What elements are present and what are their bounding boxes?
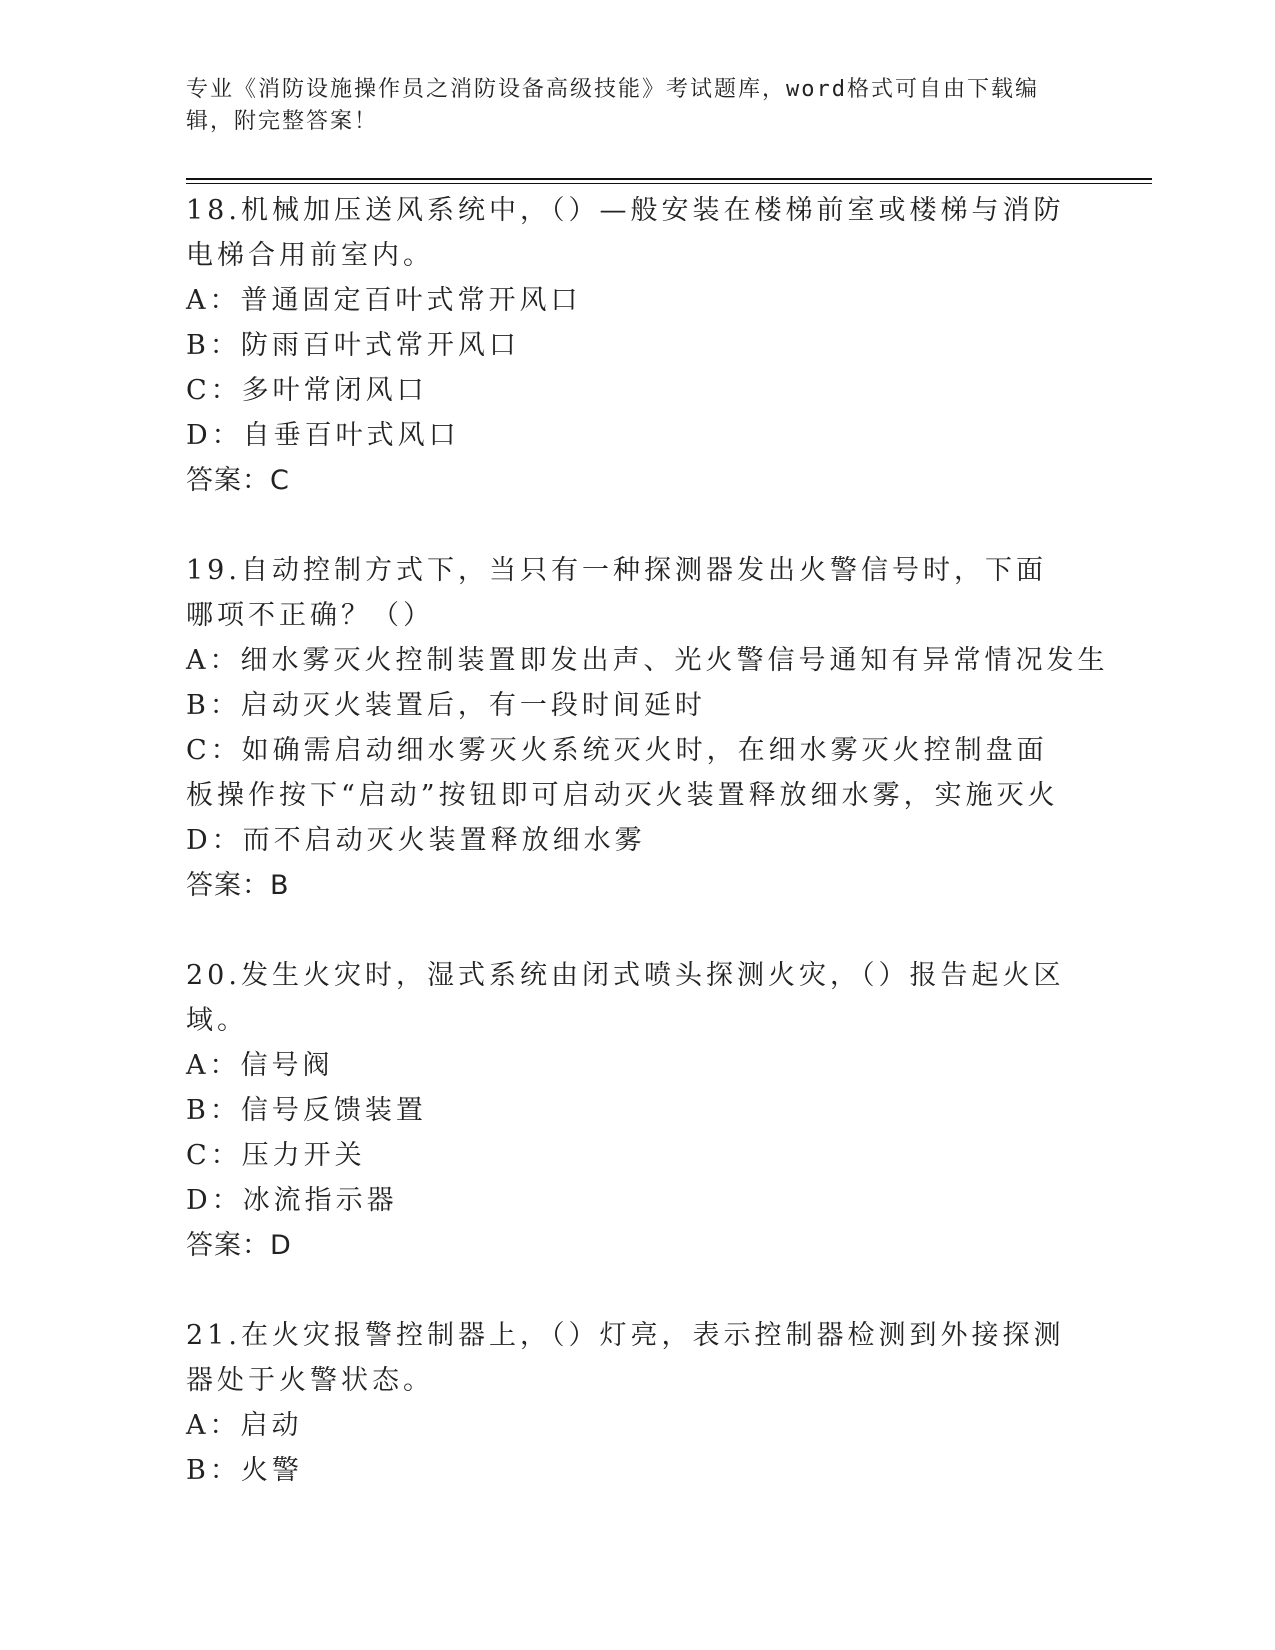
option-a: A：细水雾灭火控制装置即发出声、光火警信号通知有异常情况发生 (186, 645, 1109, 676)
option-a: A：启动 (186, 1410, 303, 1441)
option-d: D：而不启动灭火装置释放细水雾 (186, 825, 646, 856)
document-header: 专业《消防设施操作员之消防设备高级技能》考试题库，word格式可自由下载编辑，附完整答案！ (186, 77, 1039, 134)
question-20 (186, 953, 1066, 1268)
option-b: B：启动灭火装置后，有一段时间延时 (186, 690, 706, 721)
answer: 答案：C (186, 465, 290, 496)
question-19 (186, 548, 1109, 908)
option-c: C：多叶常闭风口 (186, 375, 428, 406)
option-d: D：冰流指示器 (186, 1185, 398, 1216)
question-21 (186, 1313, 1066, 1493)
question-stem: 20.发生火灾时，湿式系统由闭式喷头探测火灾，（）报告起火区域。 (186, 960, 1065, 1036)
option-b: B：防雨百叶式常开风口 (186, 330, 520, 361)
header-divider (186, 178, 1152, 180)
option-c: C：如确需启动细水雾灭火系统灭火时，在细水雾灭火控制盘面板操作按下“启动”按钮即可启动灭火装置释放细水雾，实施灭火 (186, 735, 1059, 811)
option-a: A：信号阀 (186, 1050, 334, 1081)
question-stem: 21.在火灾报警控制器上，（）灯亮，表示控制器检测到外接探测器处于火警状态。 (186, 1320, 1065, 1396)
option-c: C：压力开关 (186, 1140, 366, 1171)
option-d: D：自垂百叶式风口 (186, 420, 460, 451)
question-stem: 19.自动控制方式下，当只有一种探测器发出火警信号时，下面哪项不正确？（） (186, 555, 1047, 631)
option-a: A：普通固定百叶式常开风口 (186, 285, 582, 316)
option-b: B：火警 (186, 1455, 303, 1486)
question-stem: 18.机械加压送风系统中，（）—般安装在楼梯前室或楼梯与消防电梯合用前室内。 (186, 195, 1065, 271)
question-18 (186, 188, 1066, 503)
answer: 答案：B (186, 870, 290, 901)
answer: 答案：D (186, 1230, 292, 1261)
question-list (186, 188, 1109, 1493)
option-b: B：信号反馈装置 (186, 1095, 427, 1126)
header-divider-thin (186, 183, 1152, 184)
